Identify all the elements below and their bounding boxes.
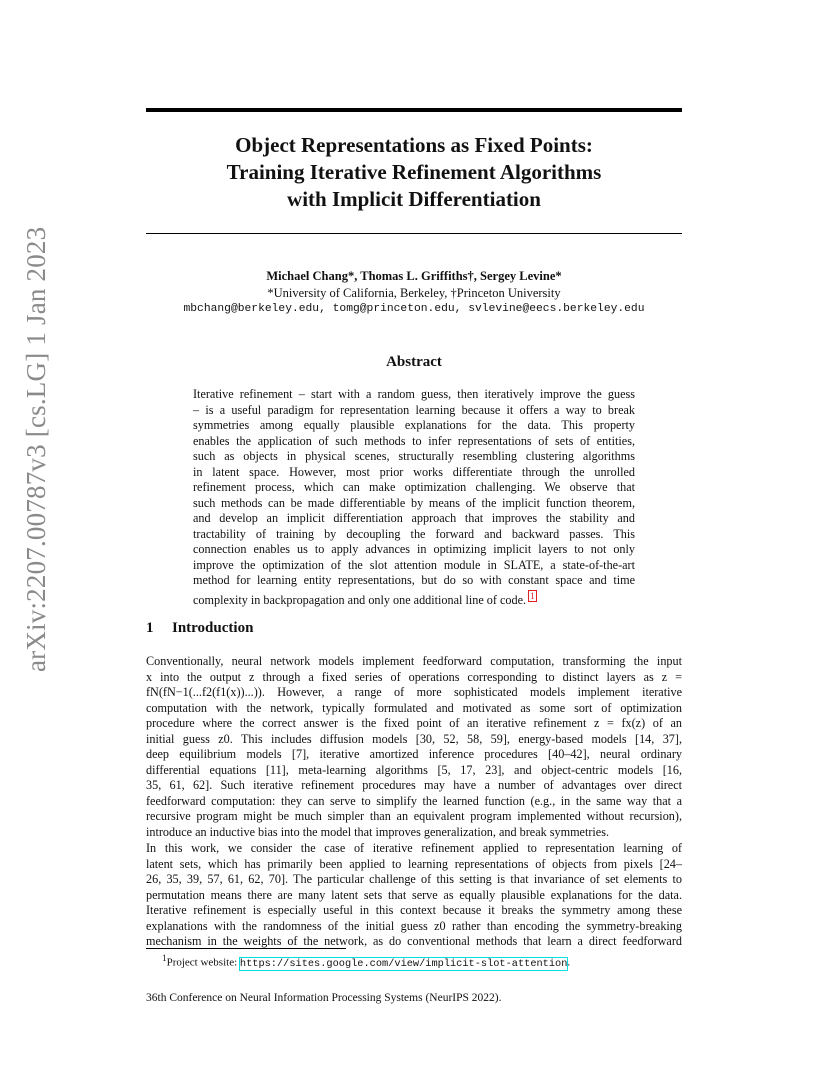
- body-line: latent sets, which has primarily been applied to learning representations of objects from pixels [24–: [146, 856, 682, 871]
- body-line: Iterative refinement is especially useful in this context because it breaks the symmetry among these: [146, 903, 682, 917]
- section-title: Introduction: [172, 620, 254, 636]
- abstract-line: complexity in backpropagation and only one additional line of code.: [193, 592, 527, 607]
- abstract-line: such methods can be made differentiable by means of the implicit function theorem,: [193, 495, 635, 510]
- author-list: Michael Chang*, Thomas L. Griffiths†, Sergey Levine*: [266, 269, 562, 283]
- conference-footer: 36th Conference on Neural Information Processing Systems (NeurIPS 2022).: [146, 992, 502, 1004]
- body-line: computation with the network, typically formulated and motivated as some sort of optimization: [146, 700, 682, 715]
- abstract-body: [193, 387, 635, 608]
- arxiv-identifier: arXiv:2207.00787v3 [cs.LG] 1 Jan 2023: [21, 226, 51, 672]
- body-line: introduce an inductive bias into the model that improves generalization, and break symmetries.: [146, 824, 609, 839]
- title-line: Object Representations as Fixed Points:: [235, 133, 593, 157]
- title-line: Training Iterative Refinement Algorithms: [226, 160, 602, 184]
- author-emails: mbchang@berkeley.edu, tomg@princeton.edu, svlevine@eecs.berkeley.edu: [183, 303, 645, 315]
- abstract-line: refinement process, which can make optimization challenging. We observe that: [193, 480, 635, 494]
- abstract-line: such as objects in physical scenes, structurally resembling clustering algorithms: [193, 449, 635, 463]
- title-top-rule: [146, 108, 682, 112]
- footnote-label: Project website:: [166, 956, 240, 969]
- body-line: initial guess z0. This includes diffusion models [30, 52, 58, 59], energy-based models [14, 37],: [146, 731, 682, 746]
- footnote: [146, 953, 682, 970]
- body-line: differential equations [11], meta-learning algorithms [5, 17, 23], and object-centric models [16,: [146, 762, 682, 777]
- abstract-line: method for learning entity representations, but do so with constant space and time: [193, 573, 635, 587]
- body-line: Conventionally, neural network models implement feedforward computation, transforming the input: [146, 654, 682, 668]
- body-line: feedforward computation: they can serve to simplify the learned function (e.g., in the same way that a: [146, 793, 682, 808]
- title-line: with Implicit Differentiation: [287, 187, 541, 211]
- body-line: x into the output z through a fixed series of operations corresponding to distinct layers as z =: [146, 669, 682, 684]
- abstract-line: Iterative refinement – start with a random guess, then iteratively improve the guess: [193, 387, 635, 401]
- footnote-number: 1: [162, 953, 167, 963]
- body-line: recursive program might be much simpler than an equivalent program implemented without recursion),: [146, 809, 682, 823]
- abstract-line: improve the optimization of the slot attention module in SLATE, a state-of-the-art: [193, 557, 635, 572]
- body-line: 26, 35, 39, 57, 61, 62, 70]. The particular challenge of this setting is that invariance of set elements to: [146, 872, 682, 886]
- body-line: mechanism in the weights of the network, as do conventional methods that learn a direct feedforward: [146, 934, 682, 948]
- body-line: explanations with the randomness of the initial guess z0 rather than encoding the symmetry-breaking: [146, 918, 682, 933]
- abstract-last-line: [193, 589, 635, 609]
- body-line: In this work, we consider the case of iterative refinement applied to representation learning of: [146, 841, 682, 855]
- footnote-end: .: [567, 956, 571, 969]
- intro-paragraph-2: [146, 841, 682, 950]
- abstract-heading: Abstract: [386, 354, 442, 370]
- affiliations: *University of California, Berkeley, †Princeton University: [267, 286, 561, 300]
- section-heading: [146, 620, 682, 637]
- body-line: deep equilibrium models [7], iterative amortized inference procedures [40–42], neural ordinary: [146, 747, 682, 761]
- title-bottom-rule: [146, 233, 682, 234]
- intro-paragraph-1: [146, 654, 682, 840]
- body-line: fN(fN−1(...f2(f1(x))...)). However, a range of more sophisticated models implement iterative: [146, 685, 682, 699]
- abstract-line: in latent space. However, most prior works differentiate through the unrolled: [193, 464, 635, 479]
- abstract-line: connection enables us to apply advances in optimizing implicit layers to not only: [193, 542, 635, 556]
- footnote-rule: [146, 948, 346, 949]
- paper-title: [146, 132, 682, 213]
- abstract-line: symmetries among equally plausible explanations for the data. This property: [193, 418, 635, 432]
- footnote-link[interactable]: 1: [530, 590, 535, 601]
- abstract-line: tractability of training by decoupling the forward and backward passes. This: [193, 526, 635, 541]
- section-number: 1: [146, 620, 154, 636]
- body-line: permutation means there are many latent sets that serve as equally plausible explanations for the data.: [146, 887, 682, 902]
- abstract-line: – is a useful paradigm for representation learning because it offers a way to break: [193, 402, 635, 417]
- body-line: 35, 61, 62]. Such iterative refinement procedures may have a number of advantages over direct: [146, 778, 682, 792]
- project-website-link[interactable]: https://sites.google.com/view/implicit-slot-attention: [239, 957, 568, 970]
- abstract-line: and develop an implicit differentiation approach that improves the stability and: [193, 511, 635, 525]
- abstract-line: enables the application of such methods to infer representations of sets of entities,: [193, 433, 635, 448]
- body-line: procedure where the correct answer is the fixed point of an iterative refinement z = fx(z) of an: [146, 716, 682, 730]
